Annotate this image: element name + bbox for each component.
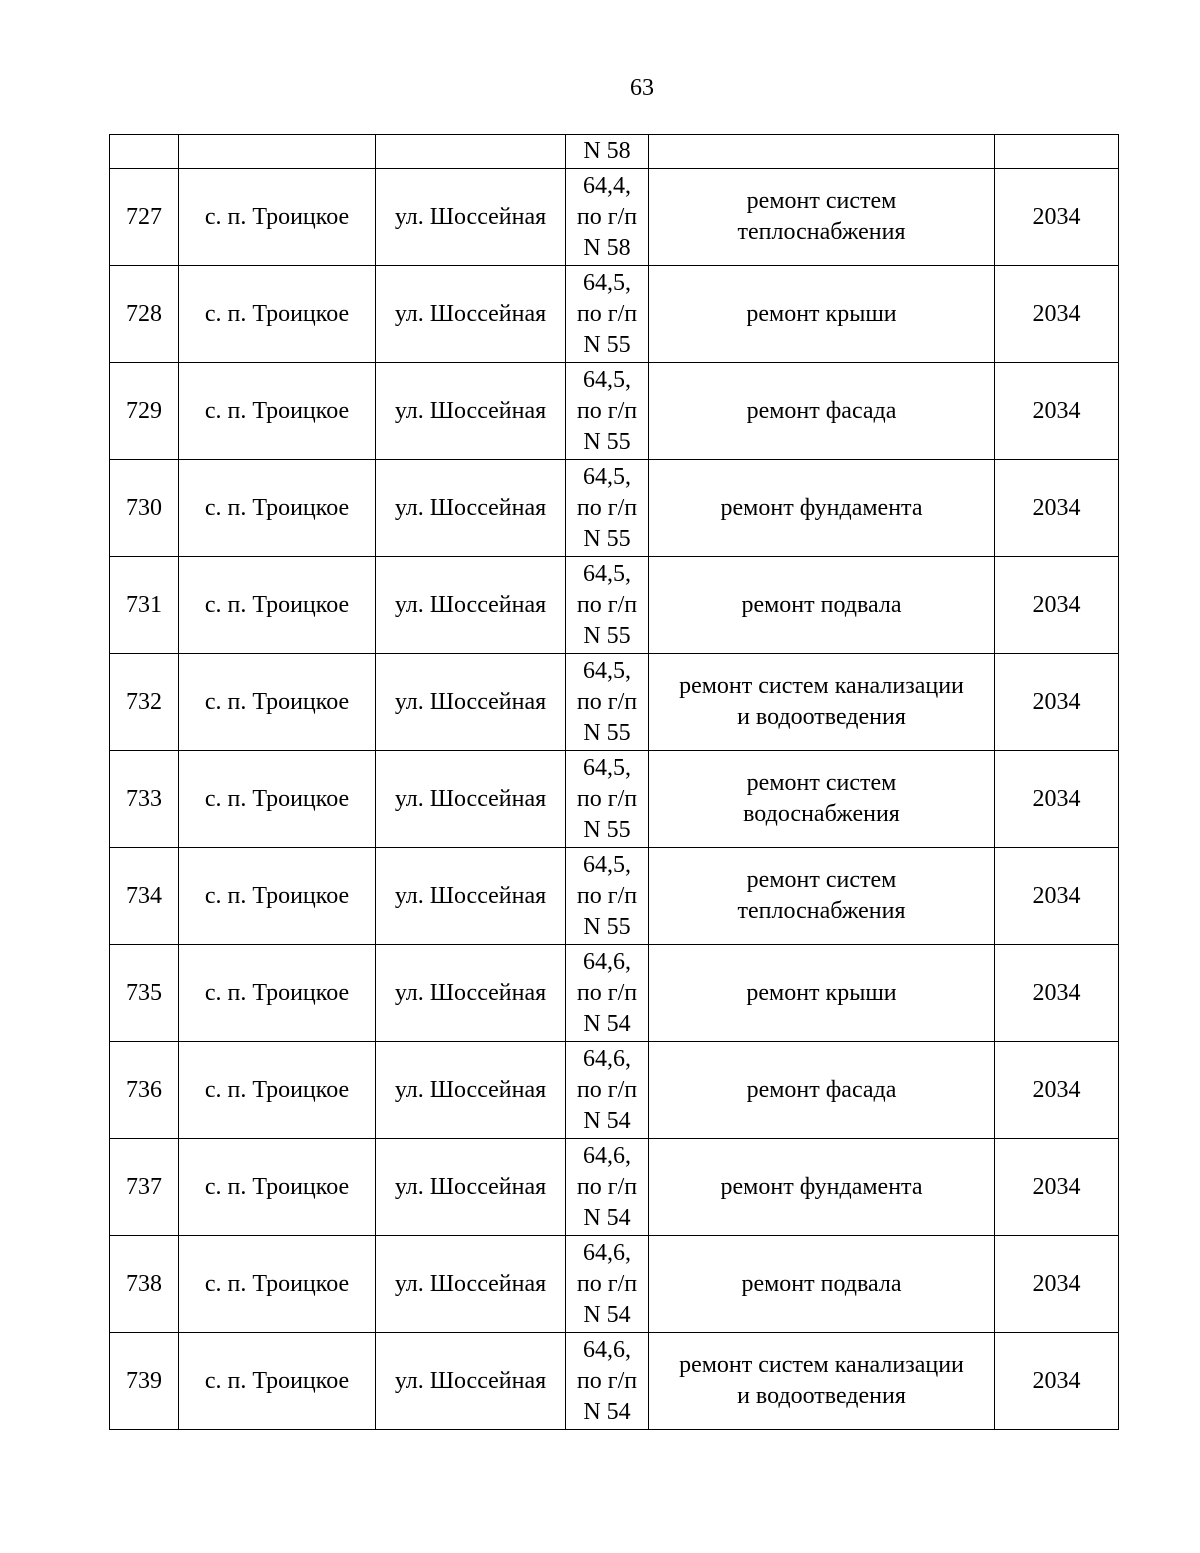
house-line: по г/п [576,591,638,618]
cell-settlement [179,654,376,751]
cell-year [995,169,1119,266]
house-line: по г/п [576,494,638,521]
work-line: ремонт систем канализации [679,1352,964,1378]
work-line: ремонт фундамента [720,1173,923,1200]
cell-street [376,135,566,169]
cell-settlement [179,460,376,557]
row-number: 731 [126,591,162,618]
street-name: ул. Шоссейная [394,1270,547,1297]
cell-no [110,135,179,169]
cell-street [376,1042,566,1139]
house-line: N 55 [583,816,631,843]
house-line: по г/п [576,397,638,424]
settlement-name: с. п. Троицкое [204,494,350,521]
cell-year [995,135,1119,169]
row-number: 736 [126,1076,162,1103]
cell-no [110,1236,179,1333]
cell-work [649,460,995,557]
street-name: ул. Шоссейная [394,688,547,715]
house-line: по г/п [576,1173,638,1200]
row-number: 729 [126,397,162,424]
house-line: N 54 [583,1301,631,1328]
street-name: ул. Шоссейная [394,494,547,521]
cell-street [376,1333,566,1430]
cell-work [649,1333,995,1430]
house-line: по г/п [576,1367,638,1394]
cell-settlement [179,1042,376,1139]
cell-settlement [179,945,376,1042]
cell-street [376,460,566,557]
cell-house [566,1236,649,1333]
cell-street [376,169,566,266]
street-name: ул. Шоссейная [394,1367,547,1394]
cell-year [995,460,1119,557]
year-value: 2034 [1032,591,1081,618]
house-line: по г/п [576,1076,638,1103]
cell-no [110,460,179,557]
work-line: ремонт крыши [746,300,897,327]
table-row [110,169,1119,266]
cell-no [110,1139,179,1236]
house-line: 64,5, [583,754,631,781]
year-value: 2034 [1032,688,1081,715]
cell-no [110,751,179,848]
repair-schedule-table [109,134,1119,1430]
cell-house [566,751,649,848]
cell-house [566,945,649,1042]
cell-settlement [179,1139,376,1236]
cell-street [376,751,566,848]
house-line: N 58 [583,234,631,261]
cell-settlement [179,1333,376,1430]
cell-no [110,945,179,1042]
table-row [110,751,1119,848]
settlement-name: с. п. Троицкое [204,979,350,1006]
table-row [110,848,1119,945]
house-line: 64,4, [583,172,631,199]
cell-work [649,169,995,266]
cell-house [566,848,649,945]
work-line: ремонт фундамента [720,494,923,521]
house-line: 64,6, [583,1045,631,1072]
cell-year [995,848,1119,945]
row-number: 728 [126,300,162,327]
year-value: 2034 [1032,882,1081,909]
cell-settlement [179,557,376,654]
cell-settlement [179,135,376,169]
cell-no [110,1333,179,1430]
table-body [110,135,1119,1430]
street-name: ул. Шоссейная [394,882,547,909]
cell-house [566,363,649,460]
cell-no [110,169,179,266]
cell-settlement [179,363,376,460]
house-line: N 55 [583,913,631,940]
cell-no [110,266,179,363]
cell-house [566,557,649,654]
cell-year [995,945,1119,1042]
house-line: 64,5, [583,366,631,393]
work-line: ремонт крыши [746,979,897,1006]
cell-year [995,266,1119,363]
house-line: по г/п [576,882,638,909]
year-value: 2034 [1032,1173,1081,1200]
settlement-name: с. п. Троицкое [204,1367,350,1394]
cell-street [376,557,566,654]
street-name: ул. Шоссейная [394,300,547,327]
work-line: теплоснабжения [737,219,906,245]
cell-work [649,654,995,751]
cell-work [649,557,995,654]
work-line: ремонт систем [746,867,897,893]
year-value: 2034 [1032,785,1081,812]
house-line: по г/п [576,688,638,715]
year-value: 2034 [1032,1367,1081,1394]
street-name: ул. Шоссейная [394,1076,547,1103]
cell-year [995,1042,1119,1139]
work-line: ремонт систем канализации [679,673,964,699]
house-line: по г/п [576,300,638,327]
cell-no [110,363,179,460]
cell-street [376,1236,566,1333]
cell-work [649,945,995,1042]
cell-work [649,1139,995,1236]
row-number: 732 [126,688,162,715]
cell-work [649,363,995,460]
cell-house [566,266,649,363]
house-line: 64,5, [583,560,631,587]
row-number: 730 [126,494,162,521]
work-line: теплоснабжения [737,898,906,924]
settlement-name: с. п. Троицкое [204,397,350,424]
row-number: 737 [126,1173,162,1200]
cell-work [649,751,995,848]
cell-house [566,460,649,557]
house-line: N 54 [583,1010,631,1037]
row-number: 727 [126,203,162,230]
row-number: 739 [126,1367,162,1394]
year-value: 2034 [1032,979,1081,1006]
year-value: 2034 [1032,1270,1081,1297]
cell-house: N 58 [566,135,649,169]
cell-year [995,557,1119,654]
cell-year [995,1333,1119,1430]
cell-no [110,848,179,945]
cell-year [995,751,1119,848]
house-line: N 54 [583,1398,631,1425]
cell-no [110,557,179,654]
cell-street [376,363,566,460]
cell-street [376,848,566,945]
street-name: ул. Шоссейная [394,591,547,618]
house-line: по г/п [576,1270,638,1297]
table-row [110,1236,1119,1333]
cell-work [649,1236,995,1333]
table-row [110,363,1119,460]
house-line: N 55 [583,525,631,552]
work-line: ремонт фасада [746,1076,897,1103]
cell-settlement [179,751,376,848]
house-line: N 55 [583,428,631,455]
street-name: ул. Шоссейная [394,203,547,230]
table-row [110,945,1119,1042]
year-value: 2034 [1032,300,1081,327]
work-line: ремонт подвала [741,1270,902,1297]
year-value: 2034 [1032,494,1081,521]
row-number: 734 [126,882,162,909]
cell-street [376,1139,566,1236]
work-line: водоснабжения [743,801,900,827]
cell-street [376,654,566,751]
cell-settlement [179,266,376,363]
table-row [110,266,1119,363]
house-line: 64,6, [583,1336,631,1363]
year-value: 2034 [1032,1076,1081,1103]
year-value: 2034 [1032,203,1081,230]
settlement-name: с. п. Троицкое [204,688,350,715]
cell-work [649,266,995,363]
settlement-name: с. п. Троицкое [204,1173,350,1200]
cell-settlement [179,848,376,945]
cell-year [995,1139,1119,1236]
work-line: и водоотведения [737,704,906,730]
table-row [110,557,1119,654]
cell-house [566,1139,649,1236]
year-value: 2034 [1032,397,1081,424]
settlement-name: с. п. Троицкое [204,300,350,327]
cell-house [566,1042,649,1139]
cell-settlement [179,1236,376,1333]
house-line: 64,5, [583,657,631,684]
street-name: ул. Шоссейная [394,1173,547,1200]
work-line: ремонт систем [746,770,897,796]
page-number: 63 [630,75,654,101]
row-number: 738 [126,1270,162,1297]
cell-work [649,848,995,945]
settlement-name: с. п. Троицкое [204,785,350,812]
house-line: 64,6, [583,1239,631,1266]
cell-settlement [179,169,376,266]
table-row [110,460,1119,557]
work-line: ремонт систем [746,188,897,214]
settlement-name: с. п. Троицкое [204,1076,350,1103]
house-line: N 55 [583,331,631,358]
house-line: по г/п [576,203,638,230]
cell-house [566,169,649,266]
table-row [110,1333,1119,1430]
cell-no [110,654,179,751]
street-name: ул. Шоссейная [394,979,547,1006]
house-line: по г/п [576,785,638,812]
cell-work [649,1042,995,1139]
house-line: 64,5, [583,269,631,296]
table-row [110,1139,1119,1236]
street-name: ул. Шоссейная [394,785,547,812]
table-row [110,1042,1119,1139]
work-line: ремонт подвала [741,591,902,618]
house-line: 64,5, [583,851,631,878]
house-line: N 55 [583,622,631,649]
cell-work [649,135,995,169]
cell-street [376,945,566,1042]
row-number: 733 [126,785,162,812]
street-name: ул. Шоссейная [394,397,547,424]
house-line: N 54 [583,1107,631,1134]
house-line: 64,5, [583,463,631,490]
settlement-name: с. п. Троицкое [204,203,350,230]
work-line: ремонт фасада [746,397,897,424]
house-line: 64,6, [583,1142,631,1169]
cell-year [995,1236,1119,1333]
cell-house [566,1333,649,1430]
house-line: N 55 [583,719,631,746]
house-line: по г/п [576,979,638,1006]
cell-no [110,1042,179,1139]
house-line: N 54 [583,1204,631,1231]
table-row [110,654,1119,751]
settlement-name: с. п. Троицкое [204,591,350,618]
house-line: 64,6, [583,948,631,975]
row-number: 735 [126,979,162,1006]
cell-street [376,266,566,363]
table-row-continuation [110,135,1119,169]
cell-house [566,654,649,751]
work-line: и водоотведения [737,1383,906,1409]
cell-year [995,363,1119,460]
cell-year [995,654,1119,751]
settlement-name: с. п. Троицкое [204,1270,350,1297]
settlement-name: с. п. Троицкое [204,882,350,909]
